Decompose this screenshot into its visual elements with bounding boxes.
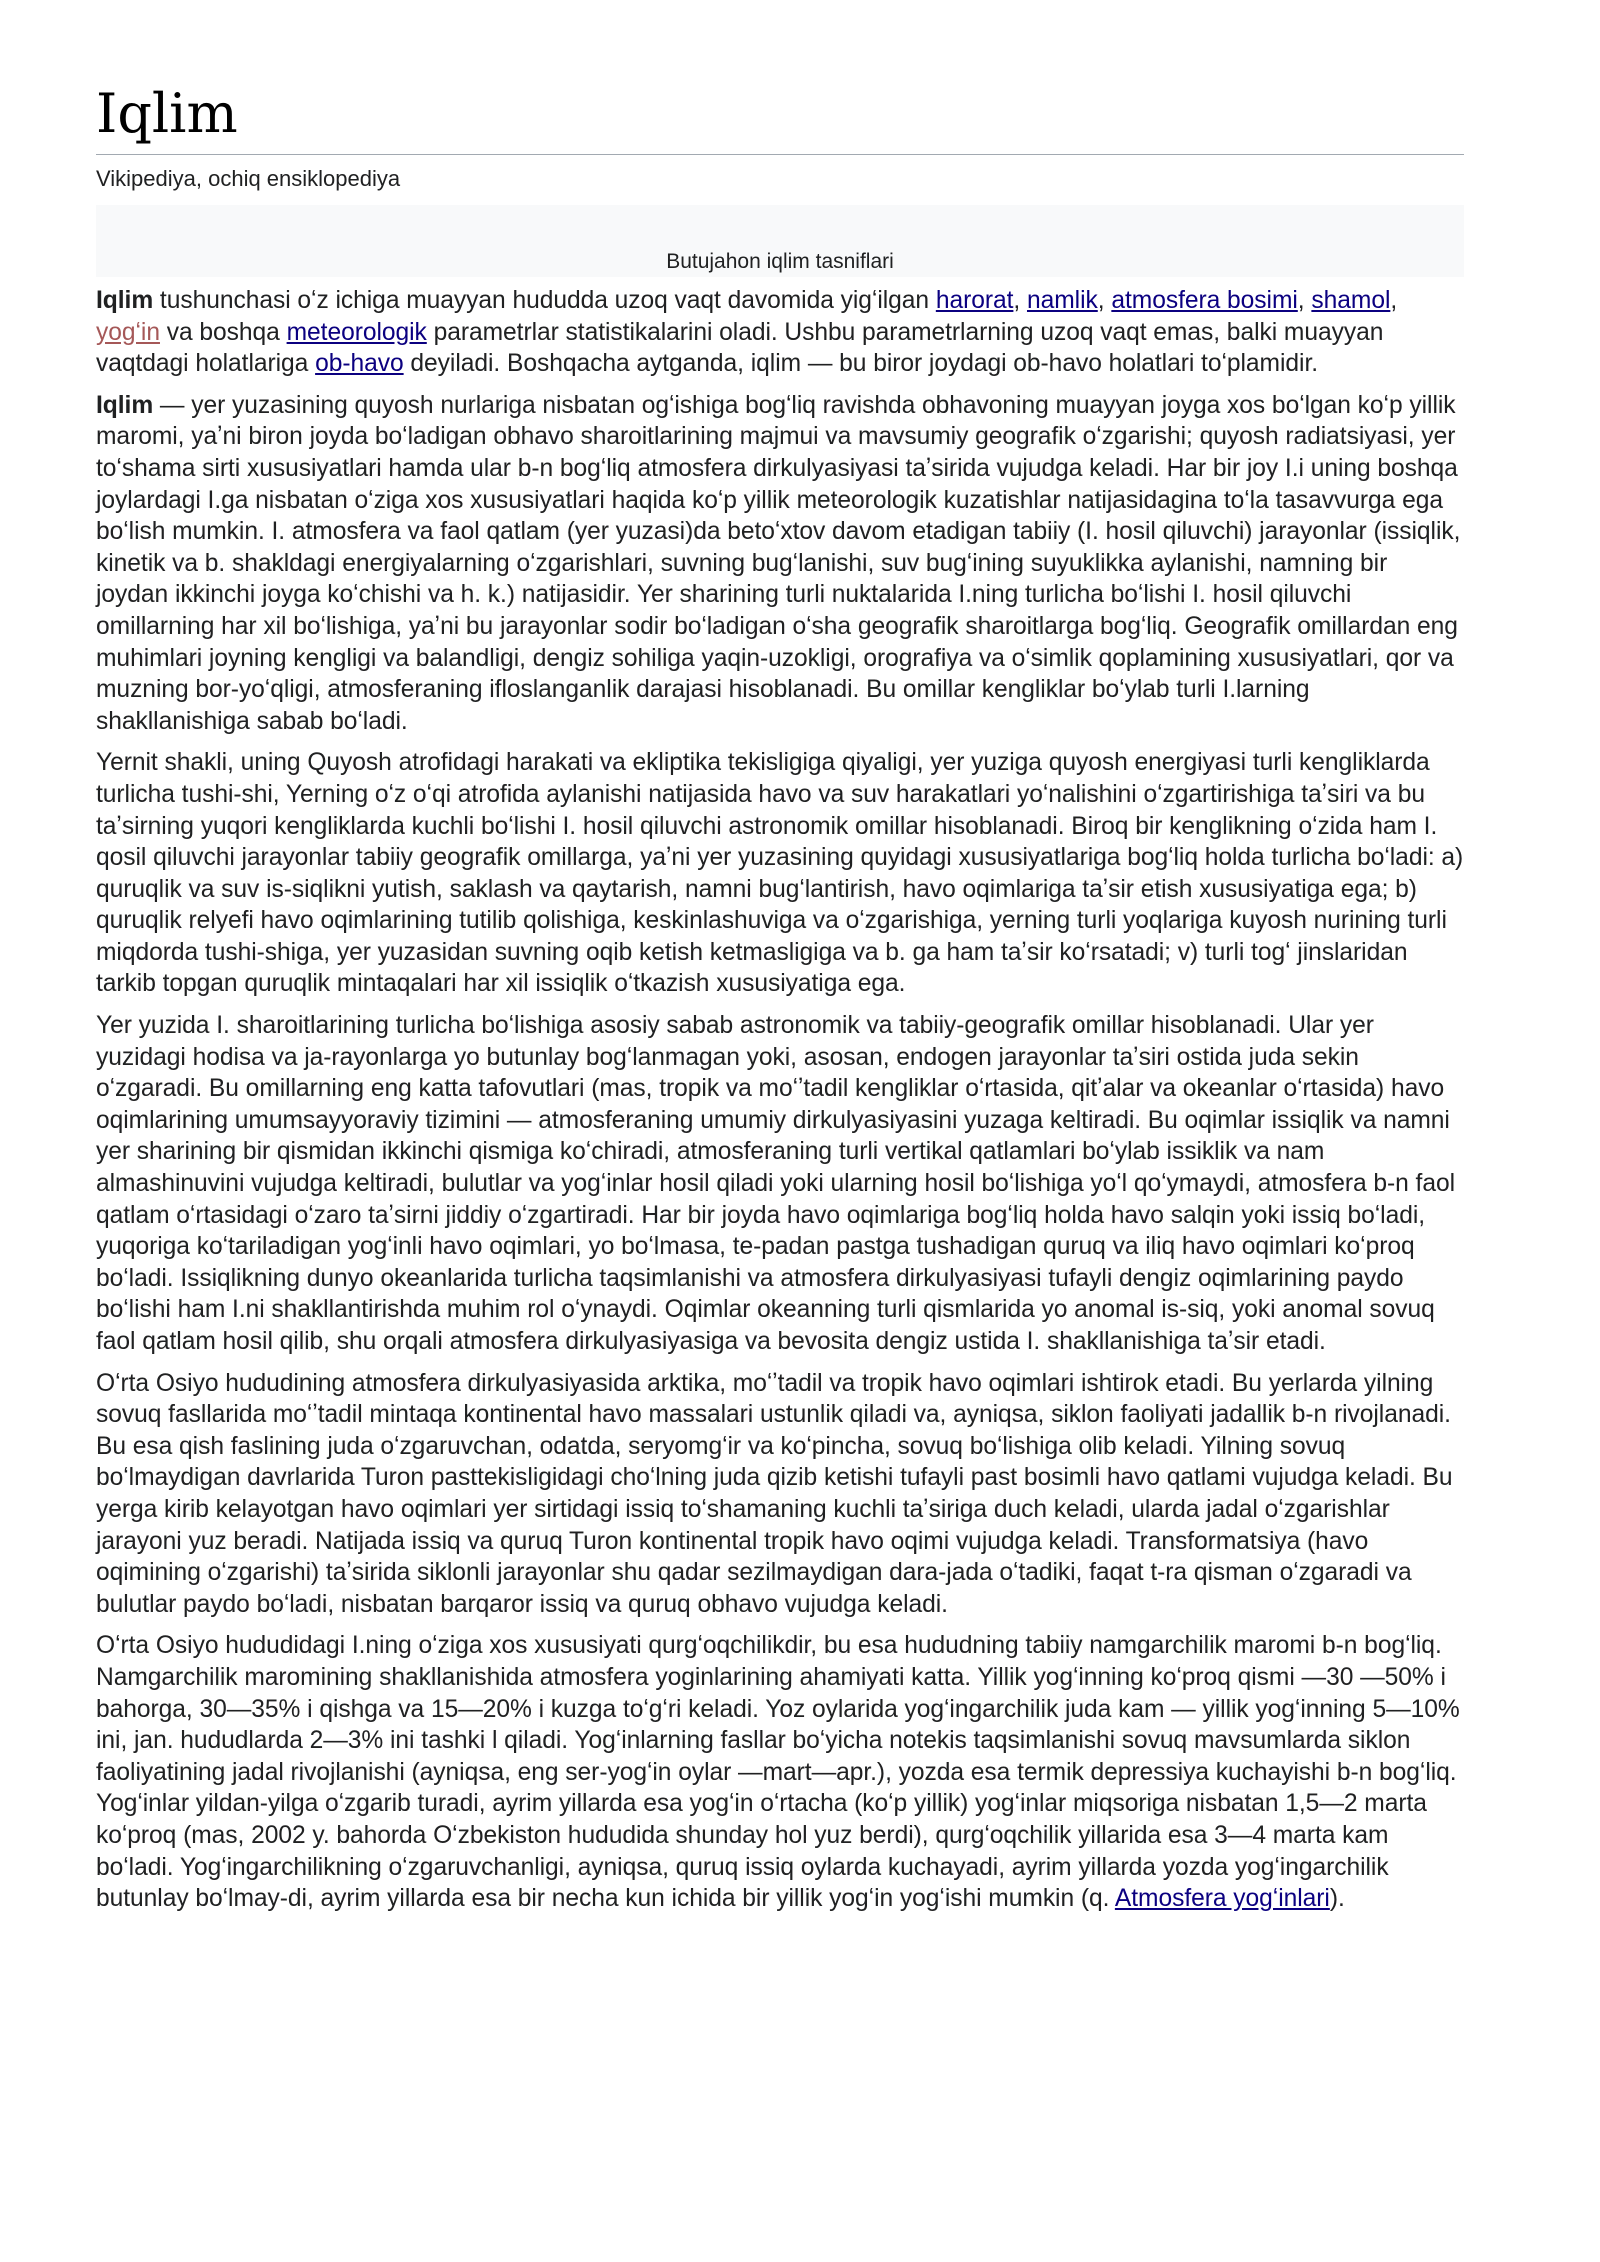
term-bold: Iqlim — [96, 287, 154, 314]
separator: , — [1390, 287, 1398, 314]
text-run: Oʻrta Osiyo hududidagi I.ning oʻziga xos xususiyati qurgʻoqchilikdir, bu esa hududning tabiiy namgarchilik maromi b-n bogʻliq. Namgarchilik maromining shakllanishida atmosfera yoginlarining ahamiyati katta. Yillik yogʻinning koʻproq qismi —30 —50% i bahorga, 30—35% i qishga va 15—20% i kuzga toʻgʻri keladi. Yoz oylarida yogʻingarchilik juda kam — yillik yogʻinning 5—10% ini, jan. hududlarda 2—3% ini tashki l qiladi. Yogʻinlarning fasllar boʻyicha notekis taqsimlanishi sovuq mavsumlarda siklon faoliyatining jadal rivojlanishi (ayniqsa, eng ser-yogʻin oylar —mart—apr.), yozda esa termik depressiya kuchayishi b-n bogʻliq. Yogʻinlar yildan-yilga oʻzgarib turadi, ayrim yillarda esa yogʻin oʻrtacha (koʻp yillik) yogʻinlar miqsoriga nisbatan 1,5—2 marta koʻproq (mas, 2002 y. bahorda Oʻzbekiston hududida shunday hol yuz berdi), qurgʻoqchilik yillarida esa 3—4 marta kam boʻladi. Yogʻingarchilikning oʻzgaruvchanligi, ayniqsa, quruq issiq oylarda kuchayadi, ayrim yillarda yozda yogʻingarchilik butunlay boʻlmay-di, ayrim yillarda esa bir necha kun ichida bir yillik yogʻin yogʻishi mumkin (q. — [96, 1632, 1460, 1913]
separator: , — [1013, 287, 1027, 314]
text-run: parametrlar statistikalarini oladi. Ushbu parametrlarning uzoq vaqt emas, balki muayyan vaqtdagi holatlariga — [96, 318, 1384, 378]
text-run: deyiladi. Boshqacha aytganda, iqlim — bu biror joydagi ob-havo holatlari toʻplamidir. — [403, 350, 1319, 378]
link-atmosfera-bosimi[interactable]: atmosfera bosimi — [1111, 287, 1298, 314]
site-tagline: Vikipediya, ochiq ensiklopediya — [96, 166, 401, 191]
link-namlik[interactable]: namlik — [1026, 287, 1098, 314]
link-harorat[interactable]: harorat — [935, 287, 1014, 314]
link-yogin[interactable]: yogʻin — [96, 318, 160, 346]
text-run: tushunchasi oʻz ichiga muayyan hududda uzoq vaqt davomida yigʻilgan — [153, 287, 936, 314]
link-meteorologik[interactable]: meteorologik — [286, 318, 427, 346]
separator: , — [1297, 287, 1312, 314]
paragraph-4: Yer yuzida I. sharoitlarining turlicha boʻlishiga asosiy sabab astronomik va tabiiy-geografik omillar hisoblanadi. Ular yer yuzidagi hodisa va ja-rayonlarga yo butunlay bogʻlanmagan yoki, asosan, endogen jarayonlar taʼsiri ostida juda sekin oʻzgaradi. Bu omillarning eng katta tafovutlari (mas, tropik va moʻʼtadil kengliklar oʻrtasida, qitʼalar va okeanlar oʻrtasida) havo oqimlarining umumsayyoraviy tizimini — atmosferaning umumiy dirkulyasiyasini yuzaga keltiradi. Bu oqimlar issiqlik va namni yer sharining bir qismidan ikkinchi qismiga koʻchiradi, atmosferaning turli vertikal qatlamlari boʻylab issiklik va nam almashinuvini vujudga keltiradi, bulutlar va yogʻinlar hosil qiladi yoki ularning hosil boʻlishiga yoʻl qoʻymaydi, atmosfera b-n faol qatlam oʻrtasidagi oʻzaro taʼsirni jiddiy oʻzgartiradi. Har bir joyda havo oqimlariga bogʻliq holda havo salqin yoki issiq boʻladi, yuqoriga koʻtariladigan yogʻinli havo oqimlari, yo boʻlmasa, te-padan pastga tushadigan quruq va iliq havo oqimlari koʻproq boʻladi. Issiqlikning dunyo okeanlarida turlicha taqsimlanishi va atmosfera dirkulyasiyasi tufayli dengiz oqimlarining paydo boʻlishi ham I.ni shakllantirishda muhim rol oʻynaydi. Oqimlar okeanning turli qismlarida yo anomal is-siq, yoki anomal sovuq faol qatlam hosil qilib, shu orqali atmosfera dirkulyasiyasiga va bevosita dengiz ustida I. shakllanishiga taʼsir etadi. — [96, 1012, 1456, 1355]
paragraph-3: Yernit shakli, uning Quyosh atrofidagi harakati va ekliptika tekisligiga qiyaligi, yer yuziga quyosh energiyasi turli kengliklarda turlicha tushi-shi, Yerning oʻz oʻqi atrofida aylanishi natijasida havo va suv harakatlari yoʻnalishini oʻzgartirishiga taʼsiri va bu taʼsirning yuqori kengliklarda kuchli boʻlishi I. hosil qiluvchi astronomik omillar hisoblanadi. Biroq bir kenglikning oʻzida ham I. qosil qiluvchi jarayonlar tabiiy geografik omillarga, yaʼni yer yuzasining quyidagi xususiyatlariga bogʻliq holda turlicha boʻladi: a) quruqlik va suv is-siqlikni yutish, saklash va qaytarish, namni bugʻlantirish, havo oqimlariga taʼsir etish xususiyatiga ega; b) quruqlik relyefi havo oqimlarining tutilib qolishiga, keskinlashuviga va oʻzgarishiga, yerning turli yoqlariga kuyosh nurining turli miqdorda tushi-shiga, yer yuzasidan suvning oqib ketish ketmasligiga va b. ga ham taʼsir koʻrsatadi; v) turli togʻ jinslaridan tarkib topgan quruqlik mintaqalari har xil issiqlik oʻtkazish xususiyatiga ega. — [96, 749, 1464, 998]
text-run: va boshqa — [159, 318, 287, 346]
page-title: Iqlim — [96, 78, 1464, 155]
link-ob-havo[interactable]: ob-havo — [315, 350, 404, 378]
paragraph-1 — [96, 285, 1464, 380]
link-atmosfera-yoginlari[interactable]: Atmosfera yogʻinlari — [1114, 1885, 1330, 1913]
paragraph-5: Oʻrta Osiyo hududining atmosfera dirkulyasiyasida arktika, moʻʼtadil va tropik havo oqimlari ishtirok etadi. Bu yerlarda yilning sovuq fasllarida moʻʼtadil mintaqa kontinental havo massalari ustunlik qiladi va, ayniqsa, siklon faoliyati jadallik b-n rivojlanadi. Bu esa qish faslining juda oʻzgaruvchan, odatda, seryomgʻir va koʻpincha, sovuq boʻlishiga olib keladi. Yilning sovuq boʻlmaydigan davrlarida Turon pasttekisligidagi choʻlning juda qizib ketishi tufayli past bosimli havo qatlami vujudga keladi. Bu yerga kirib kelayotgan havo oqimlari yer sirtidagi issiq toʻshamaning kuchli taʼsiriga duch keladi, ularda jadal oʻzgarishlar jarayoni yuz beradi. Natijada issiq va quruq Turon kontinental tropik havo oqimi vujudga keladi. Transformatsiya (havo oqimining oʻzgarishi) taʼsirida siklonli jarayonlar shu qadar sezilmaydigan dara-jada oʻtadiki, faqat t-ra qisman oʻzgaradi va bulutlar paydo boʻladi, nisbatan barqaror issiq va quruq obhavo vujudga keladi. — [96, 1369, 1453, 1618]
link-shamol[interactable]: shamol — [1311, 287, 1391, 314]
text-run: ). — [1329, 1885, 1345, 1913]
figure-caption: Butujahon iqlim tasniflari — [666, 250, 894, 273]
separator: , — [1097, 287, 1112, 314]
text-run: — yer yuzasining quyosh nurlariga nisbatan ogʻishiga bogʻliq ravishda obhavoning muayyan joyga xos boʻlgan koʻp yillik maromi, yaʼni biron joyda boʻladigan obhavo sharoitlarining majmui va mavsumiy geografik oʻzgarishi; quyosh radiatsiyasi, yer toʻshama sirti xususiyatlari hamda ular b-n bogʻliq atmosfera dirkulyasiyasi taʼsirida vujudga keladi. Har bir joy I.i uning boshqa joylardagi I.ga nisbatan oʻziga xos xususiyatlari haqida koʻp yillik meteorologik kuzatishlar natijasidagina toʻla tasavvurga ega boʻlish mumkin. I. atmosfera va faol qatlam (yer yuzasi)da betoʻxtov davom etadigan tabiiy (I. hosil qiluvchi) jarayonlar (issiqlik, kinetik va b. shakldagi energiyalarning oʻzgarishlari, suvning bugʻlanishi, suv bugʻining suyuklikka aylanishi, namning bir joydan ikkinchi joyga koʻchishi va h. k.) natijasidir. Yer sharining turli nuktalarida I.ning turlicha boʻlishi I. hosil qiluvchi omillarning har xil boʻlishiga, yaʼni bu jarayonlar sodir boʻladigan oʻsha geografik sharoitlarga bogʻliq. Geografik omillardan eng muhimlari joyning kengligi va balandligi, dengiz sohiliga yaqin-uzokligi, orografiya va oʻsimlik qoplamining xususiyatlari, qor va muzning bor-yoʻqligi, atmosferaning ifloslanganlik darajasi hisoblanadi. Bu omillar kengliklar boʻylab turli I.larning shakllanishiga sabab boʻladi. — [96, 391, 1461, 735]
paragraph-6 — [96, 1630, 1464, 1914]
term-bold: Iqlim — [96, 391, 154, 419]
climate-classification-figure — [96, 205, 1464, 277]
article — [96, 78, 1464, 1915]
paragraph-2 — [96, 390, 1464, 738]
